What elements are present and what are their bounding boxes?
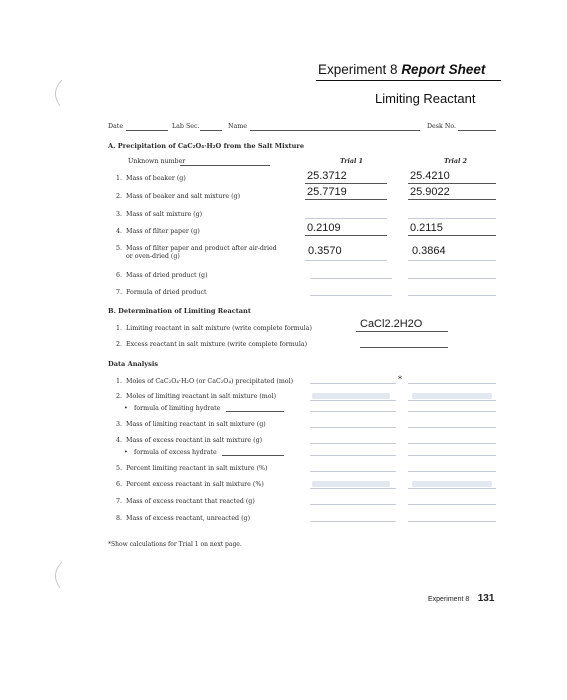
unknown-number-field[interactable] xyxy=(180,165,270,166)
lab-sec-label: Lab Sec. xyxy=(172,123,200,130)
unknown-number-label: Unknown number xyxy=(128,158,186,165)
limiting-hydrate-line[interactable] xyxy=(226,411,284,412)
a-item-4-trial-2: 0.2115 xyxy=(410,222,443,234)
title-main: Experiment 8 xyxy=(318,62,398,77)
report-subtitle: Limiting Reactant xyxy=(375,91,476,106)
page-footer xyxy=(428,588,494,606)
title-underline xyxy=(316,80,501,81)
a-item-3-trial-1-line[interactable] xyxy=(305,218,387,219)
section-a-heading: A. Precipitation of CaC₂O₄·H₂O from the Salt Mixture xyxy=(108,142,305,150)
desk-no-label: Desk No. xyxy=(427,123,457,130)
da-item-5-trial-2-line[interactable] xyxy=(408,471,496,472)
a-item-5-trial-2: 0.3864 xyxy=(412,245,446,257)
da-item-3-trial-1-line[interactable] xyxy=(310,427,396,428)
excess-reactant-line[interactable] xyxy=(360,347,448,348)
a-item-1-trial-1: 25.3712 xyxy=(307,170,347,182)
trial-1-header: Trial 1 xyxy=(340,158,363,165)
desk-no-field[interactable] xyxy=(458,130,496,131)
a-item-6: 6. Mass of dried product (g) xyxy=(116,272,208,279)
da-item-7: 7. Mass of excess reactant that reacted (g) xyxy=(116,498,255,505)
da-item-4b-trial-2-line[interactable] xyxy=(408,455,496,456)
a-item-6-trial-2-line[interactable] xyxy=(408,278,496,279)
da-item-8-trial-2-line[interactable] xyxy=(408,521,496,522)
binder-mark-bottom xyxy=(44,560,64,590)
a-item-3: 3. Mass of salt mixture (g) xyxy=(116,211,203,218)
da-item-8-trial-1-line[interactable] xyxy=(310,521,396,522)
date-label: Date xyxy=(108,123,124,130)
excess-hydrate-line[interactable] xyxy=(222,455,284,456)
da-item-2-trial-2-ghost xyxy=(412,393,492,399)
lab-sec-field[interactable] xyxy=(200,130,222,131)
name-field[interactable] xyxy=(250,130,420,131)
a-item-2-trial-1: 25.7719 xyxy=(307,186,347,198)
a-item-4-trial-1: 0.2109 xyxy=(307,222,341,234)
footer-label: Experiment 8 xyxy=(428,596,470,603)
a-item-1-trial-2-line[interactable] xyxy=(408,183,496,184)
da-item-2b-trial-1-line[interactable] xyxy=(310,411,396,412)
a-item-5-trial-1: 0.3570 xyxy=(308,245,342,257)
a-item-5-trial-2-line[interactable] xyxy=(408,260,496,261)
da-item-6-trial-2-line[interactable] xyxy=(408,488,496,489)
da-item-7-trial-1-line[interactable] xyxy=(310,504,396,505)
section-b-heading: B. Determination of Limiting Reactant xyxy=(108,307,251,315)
data-analysis-heading: Data Analysis xyxy=(108,360,159,368)
da-item-1-asterisk: * xyxy=(398,375,402,384)
da-item-2-trial-2-line[interactable] xyxy=(408,400,496,401)
da-item-6-trial-1-line[interactable] xyxy=(310,488,396,489)
da-item-2b-trial-2-line[interactable] xyxy=(408,411,496,412)
a-item-7-trial-2-line[interactable] xyxy=(408,295,496,296)
name-label: Name xyxy=(228,123,247,130)
b-item-1: 1. Limiting reactant in salt mixture (write complete formula) xyxy=(116,325,312,332)
a-item-4-trial-1-line[interactable] xyxy=(305,235,387,236)
a-item-3-trial-2-line[interactable] xyxy=(408,218,496,219)
da-item-2-bullet: • formula of limiting hydrate xyxy=(124,405,221,412)
a-item-5-trial-1-line[interactable] xyxy=(305,260,387,261)
a-item-1-trial-1-line[interactable] xyxy=(305,183,387,184)
da-item-3-trial-2-line[interactable] xyxy=(408,427,496,428)
a-item-2-trial-2: 25.9022 xyxy=(410,186,450,198)
da-item-8: 8. Mass of excess reactant, unreacted (g) xyxy=(116,515,251,522)
da-item-5-trial-1-line[interactable] xyxy=(310,471,396,472)
da-item-7-trial-2-line[interactable] xyxy=(408,504,496,505)
a-item-2: 2. Mass of beaker and salt mixture (g) xyxy=(116,193,241,200)
a-item-5: 5. Mass of filter paper and product after air-dried xyxy=(116,245,277,252)
da-item-2: 2. Moles of limiting reactant in salt mixture (mol) xyxy=(116,393,277,400)
da-item-2-trial-1-ghost xyxy=(312,393,390,399)
footnote: *Show calculations for Trial 1 on next page. xyxy=(108,541,242,548)
a-item-4-trial-2-line[interactable] xyxy=(408,235,496,236)
a-item-1: 1. Mass of beaker (g) xyxy=(116,175,186,182)
a-item-2-trial-1-line[interactable] xyxy=(305,199,387,200)
da-item-2-trial-1-line[interactable] xyxy=(310,400,396,401)
binder-mark-top xyxy=(44,78,64,108)
da-item-6: 6. Percent excess reactant in salt mixture (%) xyxy=(116,481,264,488)
da-item-3: 3. Mass of limiting reactant in salt mixture (g) xyxy=(116,421,266,428)
da-item-1-trial-2-line[interactable] xyxy=(408,383,496,384)
da-item-4-trial-1-line[interactable] xyxy=(310,443,396,444)
page-number: 131 xyxy=(477,593,495,604)
limiting-reactant-value: CaCl2.2H2O xyxy=(360,318,423,330)
da-item-4-bullet: • formula of excess hydrate xyxy=(124,449,217,456)
a-item-5-cont: or oven-dried (g) xyxy=(126,253,180,260)
a-item-4: 4. Mass of filter paper (g) xyxy=(116,228,200,235)
a-item-6-trial-1-line[interactable] xyxy=(310,278,392,279)
da-item-4: 4. Mass of excess reactant in salt mixture (g) xyxy=(116,437,263,444)
trial-2-header: Trial 2 xyxy=(444,158,467,165)
date-field[interactable] xyxy=(126,130,168,131)
limiting-reactant-line[interactable] xyxy=(356,331,448,332)
da-item-5: 5. Percent limiting reactant in salt mixture (%) xyxy=(116,465,268,472)
a-item-7-trial-1-line[interactable] xyxy=(310,295,392,296)
b-item-2: 2. Excess reactant in salt mixture (write complete formula) xyxy=(116,341,308,348)
da-item-4b-trial-1-line[interactable] xyxy=(310,455,396,456)
da-item-6-trial-2-ghost xyxy=(412,481,492,487)
da-item-4-trial-2-line[interactable] xyxy=(408,443,496,444)
a-item-2-trial-2-line[interactable] xyxy=(408,199,496,200)
da-item-1-trial-1-line[interactable] xyxy=(310,383,396,384)
a-item-1-trial-2: 25.4210 xyxy=(410,170,450,182)
a-item-7: 7. Formula of dried product xyxy=(116,289,207,296)
da-item-6-trial-1-ghost xyxy=(312,481,390,487)
report-title xyxy=(318,62,485,77)
da-item-1: 1. Moles of CaC₂O₄·H₂O (or CaC₂O₄) precipitated (mol) xyxy=(116,378,294,385)
title-emphasis: Report Sheet xyxy=(401,62,486,77)
